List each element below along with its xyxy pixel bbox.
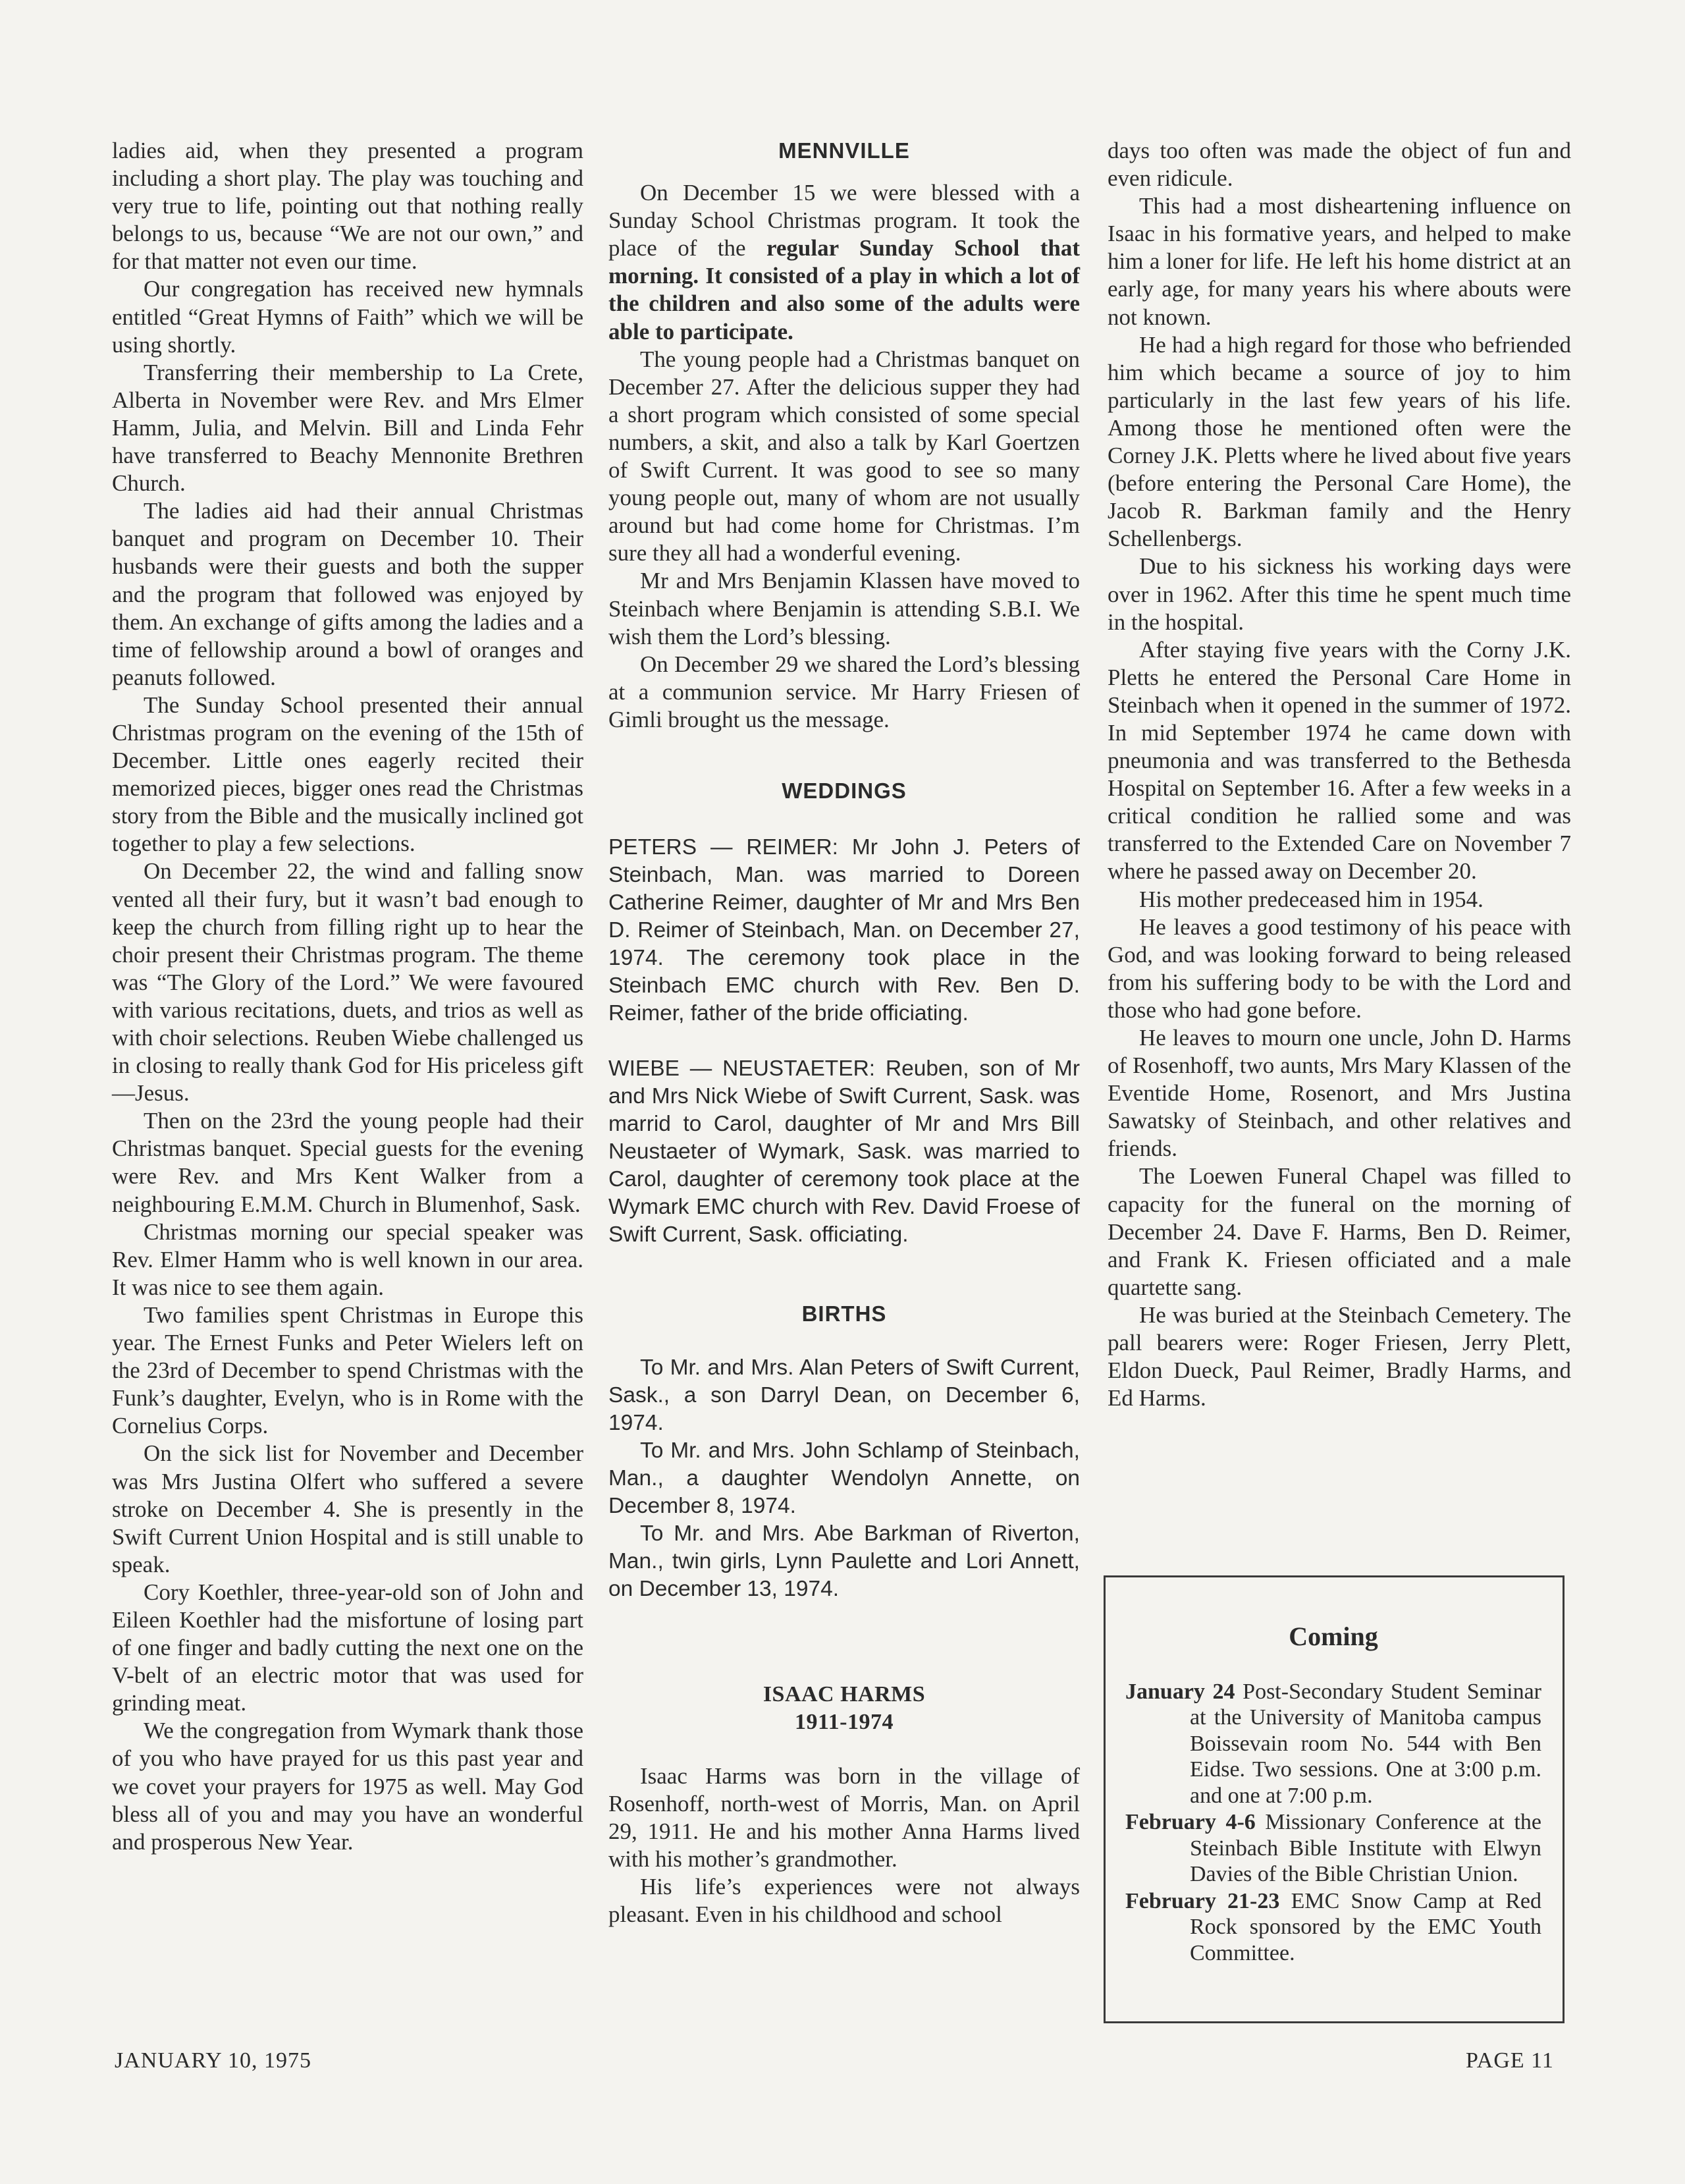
mennville-section <box>608 137 1080 734</box>
paragraph: Christmas morning our special speaker was Rev. Elmer Hamm who is well known in our area. It was nice to see them again. <box>112 1218 583 1300</box>
paragraph: He was buried at the Steinbach Cemetery. The pall bearers were: Roger Friesen, Jerry Plett, Eldon Dueck, Paul Reimer, Bradly Harms, and Ed Harms. <box>1108 1301 1571 1411</box>
obituary-heading: ISAAC HARMS <box>762 1681 926 1706</box>
paragraph: Isaac Harms was born in the village of Rosenhoff, north-west of Morris, Man. on April 29, 1911. He and his mother Anna Harms lived with his mother’s grandmother. <box>608 1762 1080 1872</box>
paragraph-normal-run: On December 15 we were blessed with a Sunday School Christmas program. It took the place of the <box>608 180 1080 261</box>
paragraph: He had a high regard for those who befriended him which became a source of joy to him particularly in the last few years of his life. Among those he mentioned often were the Corney J.K. Pletts where he lived about five years (before entering the Personal Care Home), the Jacob R. Barkman family and the Henry Schellenbergs. <box>1108 331 1571 552</box>
wedding-entry: WIEBE — NEUSTAETER: Reuben, son of Mr and Mrs Nick Wiebe of Swift Current, Sask. was marrid to Carol, daughter of Mr and Mrs Bill Neustaeter of Wymark, Sask. was married to Carol, daughter of ceremony took place at the Wymark EMC church with Rev. David Froese of Swift Current, Sask. officiating. <box>608 1056 1080 1247</box>
section-heading-births: BIRTHS <box>801 1301 887 1326</box>
event-item <box>1125 1809 1541 1888</box>
event-date: January 24 <box>1125 1679 1235 1704</box>
event-text: EMC Snow Camp at Red Rock sponsored by the EMC Youth Committee. <box>1190 1888 1541 1965</box>
paragraph: Due to his sickness his working days were over in 1962. After this time he spent much time in the hospital. <box>1108 553 1571 635</box>
paragraph: He leaves to mourn one uncle, John D. Harms of Rosenhoff, two aunts, Mrs Mary Klassen of the Eventide Home, Rosenort, and Mrs Justina Sawatsky of Steinbach, and other relatives and friends. <box>1108 1025 1571 1162</box>
birth-entry: To Mr. and Mrs. Abe Barkman of Riverton, Man., twin girls, Lynn Paulette and Lori Annett, on December 13, 1974. <box>608 1521 1080 1601</box>
paragraph: This had a most disheartening influence on Isaac in his formative years, and helped to make him a loner for life. He left his home district at an early age, for many years his where abouts were not known. <box>1108 193 1571 330</box>
paragraph: Mr and Mrs Benjamin Klassen have moved to Steinbach where Benjamin is attending S.B.I. We wish them the Lord’s blessing. <box>608 568 1080 649</box>
births-section <box>608 1300 1080 1603</box>
event-item <box>1125 1679 1541 1809</box>
paragraph: His mother predeceased him in 1954. <box>1139 886 1484 912</box>
paragraph: Our congregation has received new hymnals entitled “Great Hymns of Faith” which we will be using shortly. <box>112 276 583 358</box>
section-heading-weddings: WEDDINGS <box>782 778 907 803</box>
event-text: Post-Secondary Student Seminar at the University of Manitoba campus Boissevain room No. 544 with Ben Eidse. Two sessions. One at 3:00 p.m. and one at 7:00 p.m. <box>1190 1679 1541 1808</box>
section-heading-mennville: MENNVILLE <box>778 138 910 163</box>
paragraph: ladies aid, when they presented a program including a short play. The play was touching and very true to life, pointing out that nothing really belongs to us, because “We are not our own,” and for that matter not even our time. <box>112 138 583 275</box>
paragraph: Transferring their membership to La Crete, Alberta in November were Rev. and Mrs Elmer Hamm, Julia, and Melvin. Bill and Linda Fehr have transferred to Beachy Mennonite Brethren Church. <box>112 359 583 497</box>
paragraph: The Loewen Funeral Chapel was filled to capacity for the funeral on the morning of December 24. Dave F. Harms, Ben D. Reimer, and Frank K. Friesen officiated and a male quartette sang. <box>1108 1163 1571 1300</box>
paragraph: days too often was made the object of fun and even ridicule. <box>1108 138 1571 192</box>
wedding-entry: PETERS — REIMER: Mr John J. Peters of Steinbach, Man. was married to Doreen Catherine Reimer, daughter of Mr and Mrs Ben D. Reimer of Steinbach, Man. on December 27, 1974. The ceremony took place in the Steinbach EMC church with Rev. Ben D. Reimer, father of the bride officiating. <box>608 834 1080 1025</box>
paragraph <box>608 179 1080 346</box>
coming-events-box <box>1104 1575 1565 2023</box>
paragraph: The Sunday School presented their annual Christmas program on the evening of the 15th of December. Little ones eagerly recited their memorized pieces, bigger ones read the Christmas story from the Bible and the musically inclined got together to play a few selections. <box>112 692 583 857</box>
event-item <box>1125 1888 1541 1967</box>
paragraph: His life’s experiences were not always pleasant. Even in his childhood and school <box>608 1874 1080 1928</box>
paragraph: Cory Koethler, three-year-old son of John and Eileen Koethler had the misfortune of losing part of one finger and badly cutting the next one on the V-belt of an electric motor that was used for grinding meat. <box>112 1579 583 1716</box>
event-date: February 4-6 <box>1125 1810 1256 1834</box>
paragraph: After staying five years with the Corny J.K. Pletts he entered the Personal Care Home in Steinbach when it opened in the summer of 1972. In mid September 1974 he came down with pneumonia and was transferred to the Bethesda Hospital on September 16. After a few weeks in a critical condition he rallied some and was transferred to the Extended Care on November 7 where he passed away on December 20. <box>1108 636 1571 885</box>
obituary-section <box>608 1681 1080 1929</box>
footer-date: JANUARY 10, 1975 <box>115 2048 312 2073</box>
birth-entry: To Mr. and Mrs. John Schlamp of Steinbach, Man., a daughter Wendolyn Annette, on December 8, 1974. <box>608 1438 1080 1518</box>
coming-title: Coming <box>1289 1622 1378 1651</box>
page-number: PAGE 11 <box>1466 2048 1554 2073</box>
paragraph: We the congregation from Wymark thank those of you who have prayed for us this past year and we covet your prayers for 1975 as well. May God bless all of you and may you have an wonderful and prosperous New Year. <box>112 1718 583 1855</box>
paragraph: He leaves a good testimony of his peace with God, and was looking forward to being released from his suffering body to be with the Lord and those who had gone before. <box>1108 914 1571 1023</box>
paragraph: On December 29 we shared the Lord’s blessing at a communion service. Mr Harry Friesen of Gimli brought us the message. <box>608 651 1080 732</box>
left-column <box>112 137 583 1856</box>
paragraph: Then on the 23rd the young people had their Christmas banquet. Special guests for the evening were Rev. and Mrs Kent Walker from a neighbouring E.M.M. Church in Blumenhof, Sask. <box>112 1108 583 1217</box>
right-column <box>1108 137 1571 1412</box>
paragraph: On December 22, the wind and falling snow vented all their fury, but it wasn’t bad enough to keep the church from filling right up to hear the choir present their Christmas program. The theme was “The Glory of the Lord.” We were favoured with various recitations, duets, and trios as well as with choir selections. Reuben Wiebe challenged us in closing to really thank God for His priceless gift—Jesus. <box>112 858 583 1106</box>
paragraph-bold-run: regular Sunday School that morning. It consisted of a play in which a lot of the children and also some of the adults were able to participate. <box>608 235 1080 344</box>
event-text: Missionary Conference at the Steinbach Bible Institute with Elwyn Davies of the Bible Christian Union. <box>1190 1810 1541 1886</box>
paragraph: The young people had a Christmas banquet on December 27. After the delicious supper they had a short program which consisted of some special numbers, a skit, and also a talk by Karl Goertzen of Swift Current. It was good to see so many young people out, many of whom are not usually around but had come home for Christmas. I’m sure they all had a wonderful evening. <box>608 346 1080 566</box>
paragraph: The ladies aid had their annual Christmas banquet and program on December 10. Their husbands were their guests and both the supper and the program that followed was enjoyed by them. An exchange of gifts among the ladies and a time of fellowship around a bowl of oranges and peanuts followed. <box>112 498 583 690</box>
weddings-section <box>608 777 1080 1249</box>
birth-entry: To Mr. and Mrs. Alan Peters of Swift Current, Sask., a son Darryl Dean, on December 6, 1974. <box>608 1355 1080 1435</box>
paragraph: On the sick list for November and December was Mrs Justina Olfert who suffered a severe stroke on December 4. She is presently in the Swift Current Union Hospital and is still unable to speak. <box>112 1440 583 1577</box>
paragraph: Two families spent Christmas in Europe this year. The Ernest Funks and Peter Wielers left on the 23rd of December to spend Christmas with the Funk’s daughter, Evelyn, who is in Rome with the Cornelius Corps. <box>112 1301 583 1439</box>
obituary-dates: 1911-1974 <box>795 1709 894 1734</box>
middle-column <box>608 137 1080 1929</box>
event-date: February 21-23 <box>1125 1888 1280 1913</box>
